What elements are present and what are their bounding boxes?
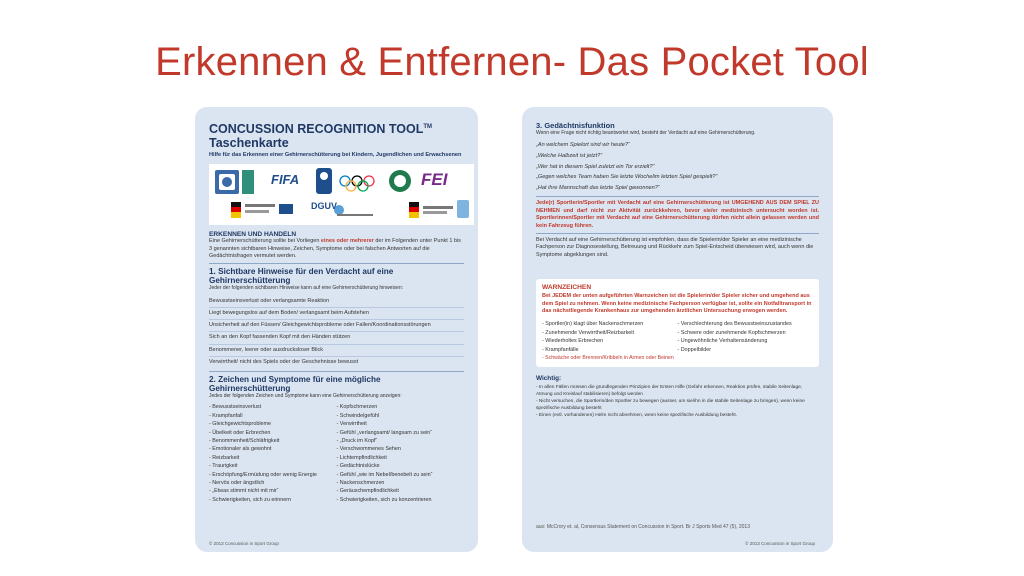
warnzeichen-heading: WARNZEICHEN — [542, 284, 592, 292]
pocket-tool-page-2 — [522, 107, 833, 552]
recognize-text: Eine Gehirnerschütterung sollte bei Vorliegen eines oder mehrerer der im Folgenden unter Punkt 1 bis 3 genannten sichtbaren Hinweise, Zeichen, Symptome oder bei falschen Antworten auf die Gedächtnisfragen vermutet werden. — [209, 238, 461, 259]
warnzeichen-intro: Bei JEDEM der unten aufgeführten Warnzeichen ist die Spielerin/der Spieler sicher und umgehend aus dem Spiel zu nehmen. Wenn keine medizinische Fachperson verfügbar ist, sollte ein Notfalltransport in das nächstliegende Krankenhaus zur umgehenden ärztlichen Untersuchung erwogen werden. — [542, 293, 812, 315]
important-section — [536, 375, 819, 419]
list-item: Sich an den Kopf fassenden Kopf mit den Händen stützen — [209, 332, 464, 344]
crt-subtitle: Taschenkarte — [209, 136, 289, 151]
list-item: - Kopfschmerzen — [336, 404, 378, 411]
dguv-logo: DGUV — [311, 201, 338, 212]
list-item: Benommener, leerer oder ausdrucksloser Blick — [209, 345, 464, 357]
warning-column-1 — [542, 320, 678, 354]
sponsor-logos — [209, 164, 474, 225]
symptom-columns — [209, 403, 464, 504]
divider — [209, 263, 464, 264]
list-item: - Einen (evtl. vorhandenen) Helm nicht abnehmen, wenn keine spezifische Ausbildung besteht. — [536, 413, 738, 419]
list-item: - Nicht versuchen, die Sportlerin/den Sportler zu bewegen (ausser, um sie/ihn in die stabile Seitenlage zu bringen), wenn keine spezifische Ausbildung besteht — [536, 399, 805, 412]
divider — [536, 233, 819, 234]
list-item: - „Druck im Kopf“ — [336, 438, 378, 445]
list-item: - Gedächtnislücke — [336, 463, 380, 470]
list-item: - Verschlechterung des Bewusstseinszustandes — [677, 321, 792, 328]
memory-questions — [536, 140, 819, 193]
list-item: - Gefühl „wie im Nebel/benebelt zu sein“ — [336, 471, 433, 478]
list-item: - Benommenheit/Schläfrigkeit — [209, 438, 280, 445]
fifa-logo: FIFA — [271, 172, 300, 188]
list-item: - Verschwommenes Sehen — [336, 446, 401, 453]
question-item: „Hat ihre Mannschaft das letzte Spiel gewonnen?“ — [536, 184, 660, 191]
list-item: - Sportler(in) klagt über Nackenschmerzen — [542, 321, 644, 328]
source-citation: aus: McCrory et. al, Consensus Statement on Concussion in Sport. Br J Sports Med 47 (5), 2013 — [536, 524, 750, 530]
list-item: - Gefühl „verlangsamt/ langsam zu sein“ — [336, 429, 433, 436]
symptom-column-2 — [337, 403, 465, 504]
section2-intro: Jedes der folgenden Zeichen und Symptome kann eine Gehirnerschütterung anzeigen: — [209, 393, 402, 399]
slide-title: Erkennen & Entfernen- Das Pocket Tool — [155, 40, 869, 84]
list-item: - Reizbarkeit — [209, 454, 240, 461]
list-item: Bewusstseinsverlust oder verlangsamte Reaktion — [209, 296, 464, 308]
list-item: - Wiederholtes Erbrechen — [542, 338, 604, 345]
symptom-column-1 — [209, 403, 337, 504]
list-item: - Krampfanfälle — [542, 346, 579, 353]
list-item: - Emotionaler als gewohnt — [209, 446, 272, 453]
removal-warning: Jede(r) Sportlerin/Sportler mit Verdacht auf eine Gehirnerschütterung ist UMGEHEND AUS DEM SPIEL ZU NEHMEN und darf nicht zur Aktivität zurückkehren, bevor sie/er medizinisch untersucht worden ist. Sportlerinnen/Sportler mit Verdacht auf eine Gehirnerschütterung dürfen nicht allein gelassen werden und kein Fahrzeug führen. — [536, 200, 819, 229]
warning-sign-columns — [542, 320, 813, 354]
pocket-tool-page-1 — [195, 107, 478, 552]
section1-heading: 1. Sichtbare Hinweise für den Verdacht auf eine Gehirnerschütterung — [209, 267, 394, 286]
list-item: - In allen Fällen müssen die grundlegenden Prinzipien der Ersten Hilfe (Gefahr erkennen, Reaktion prüfen, stabile Seitenlage, Atmung und Kreislauf stabilisieren) befolgt werden — [536, 385, 803, 398]
crt-title: CONCUSSION RECOGNITION TOOL™ — [209, 122, 433, 137]
divider — [536, 196, 819, 197]
important-heading: Wichtig: — [536, 375, 562, 383]
copyright-left: © 2013 Concussion in Sport Group — [209, 541, 279, 546]
divider — [209, 371, 464, 372]
warning-column-2 — [678, 320, 814, 354]
list-item: Liegt bewegungslos auf dem Boden/ verlangsamt beim Aufstehen — [209, 308, 464, 320]
section2-heading: 2. Zeichen und Symptome für eine mögliche Gehirnerschütterung — [209, 375, 381, 393]
section1-list — [209, 296, 464, 368]
question-item: „Gegen welches Team haben Sie letzte Wochelim letzten Spiel gespielt?“ — [536, 174, 718, 181]
list-item: - Doppelbilder — [677, 346, 712, 353]
list-item: - Schwindelgefühl — [336, 412, 380, 419]
list-item: - Schwere oder zunehmende Kopfschmerzen — [677, 329, 786, 336]
crt-tagline: Hilfe für das Erkennen einer Gehirnerschütterung bei Kindern, Jugendlichen und Erwachsenen — [209, 152, 462, 159]
copyright-right: © 2013 Concussion in Sport Group — [745, 541, 815, 546]
fei-logo: FEI — [421, 170, 448, 190]
section3-heading: 3. Gedächtnisfunktion — [536, 121, 615, 130]
list-item: Unsicherheit auf den Füssen/ Gleichgewichtsprobleme oder Fallen/Koordinationsstörungen — [209, 320, 464, 332]
trademark: TM — [423, 124, 433, 130]
question-item: „Wer hat in diesem Spiel zuletzt ein Tor erzielt?“ — [536, 163, 655, 170]
section3-intro: Wenn eine Frage nicht richtig beantwortet wird, besteht der Verdacht auf eine Gehirnerschütterung. — [536, 130, 756, 136]
list-item: - Schwierigkeiten, sich zu erinnern — [209, 496, 292, 503]
list-item: - Nervös oder ängstlich — [209, 480, 265, 487]
list-item: - Erschöpfung/Ermüdung oder wenig Energie — [209, 471, 317, 478]
list-item: - Nackenschmerzen — [336, 480, 385, 487]
referral-advice: Bei Verdacht auf eine Gehirnerschütterung ist empfohlen, dass die Spielerin/der Spieler an eine medizinische Fachperson zur Diagnosestellung, Betreuung und Rückkehr zum Spiel-Entscheid überwiesen wird, auch wenn die Symptome abgeklungen sind. — [536, 237, 814, 258]
section1-intro: Jeder der folgenden sichtbaren Hinweise kann auf eine Gehirnerschütterung hinweisen: — [209, 285, 404, 292]
list-item: - Schwierigkeiten, sich zu konzentrieren — [336, 496, 432, 503]
list-item: - Krampfanfall — [209, 412, 243, 419]
list-item: - Lichtempfindlichkeit — [336, 454, 387, 461]
list-item: - Gleichgewichtsprobleme — [209, 421, 272, 428]
list-item: - Bewusstseinsverlust — [209, 404, 262, 411]
recognize-emphasis: eines oder mehrerer — [320, 238, 374, 245]
question-item: „An welchem Spielort sind wir heute?“ — [536, 142, 630, 149]
list-item: - „Etwas stimmt nicht mit mir“ — [209, 488, 279, 495]
list-item: - Schwäche oder Brennen/Kribbeln in Armen oder Beinen — [542, 355, 674, 362]
list-item: - Traurigkeit — [209, 463, 238, 470]
list-item: Verwirrtheit/ nicht des Spiels oder der Geschehnisse bewusst — [209, 358, 359, 365]
warning-signs-box — [536, 279, 819, 367]
list-item: - Geräuschempfindlichkeit — [336, 488, 399, 495]
list-item: - Verwirrtheit — [336, 421, 367, 428]
list-item: - Übelkeit oder Erbrechen — [209, 429, 271, 436]
question-item: „Welche Halbzeit ist jetzt?“ — [536, 153, 603, 159]
recognize-heading: ERKENNEN UND HANDELN — [209, 231, 297, 239]
list-item: - Zunehmende Verwirrtheit/Reizbarkeit — [542, 329, 634, 336]
list-item: - Ungewöhnliche Verhaltensänderung — [677, 338, 768, 345]
